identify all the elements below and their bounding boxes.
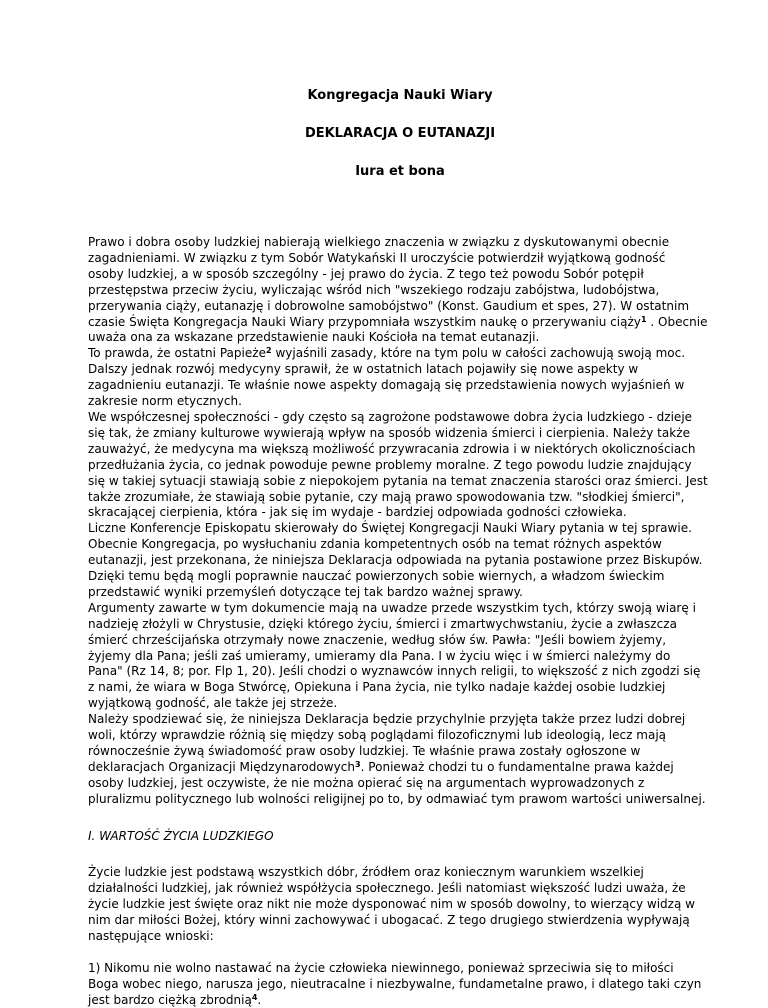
text-line: zagadnieniu eutanazji. Te właśnie nowe aspekty domagają się przedstawienia nowych wyjaśnień w [88, 378, 685, 393]
text-line: zauważyć, że medycyna ma większą możliwość przywracania zdrowia i w niektórych okolicznościach [88, 441, 696, 456]
document-subtitle: Iura et bona [355, 164, 445, 179]
text-line: Pana" (Rz 14, 8; por. Flp 1, 20). Jeśli chodzi o wyznawców innych religii, to większość z nich zgodzi się [88, 664, 701, 679]
text-line: osoby ludzkiej, a w sposób szczególny - jej prawo do życia. Z tego też powodu Sobór potępił [88, 266, 644, 281]
numbered-paragraph [88, 960, 712, 1008]
text-line: z nami, że wiara w Boga Stwórcę, Opiekuna i Pana życia, nie tylko nadaje każdej osobie ludzkiej [88, 680, 666, 695]
text-line: Obecnie Kongregacja, po wysłuchaniu zdania kompetentnych osób na temat różnych aspektów [88, 537, 662, 552]
text-line: Boga wobec niego, narusza jego, nieutracalne i niezbywalne, fundametalne prawo, i dlatego taki czyn [88, 976, 702, 991]
text-line: Należy spodziewać się, że niniejsza Deklaracja będzie przychylnie przyjęta także przez ludzi dobrej [88, 712, 686, 727]
text-line: przedstawić wyniki przemyśleń dotyczące tej tak bardzo ważnej sprawy. [88, 584, 523, 599]
section-paragraph [88, 864, 712, 944]
text-line: woli, którzy wprawdzie różnią się między sobą poglądami filozoficznymi lub ideologią, lecz mają [88, 728, 667, 743]
text-line: żyjemy dla Pana; jeśli zaś umieramy, umieramy dla Pana. I w życiu więc i w śmierci należymy do [88, 648, 671, 663]
text-line [88, 346, 712, 362]
text-line: Dzięki temu będą mogli poprawnie nauczać powierzonych sobie wiernych, a władzom świeckim [88, 569, 665, 584]
introduction-text [88, 235, 712, 808]
text-line: się w takiej sytuacji stawiają sobie z niepokojem pytania na temat znaczenia starości oraz śmierci. Jest [88, 473, 708, 488]
congregation-title: Kongregacja Nauki Wiary [307, 88, 493, 103]
text-segment: deklaracjach Organizacji Międzynarodowych [88, 759, 355, 774]
text-line [88, 315, 712, 331]
text-line: równocześnie żywą świadomość praw osoby ludzkiej. Te właśnie prawa zostały ogłoszone w [88, 744, 641, 758]
text-line: Prawo i dobra osoby ludzkiej nabierają wielkiego znaczenia w związku z dyskutowanymi obecnie [88, 235, 670, 249]
text-segment: czasie Święta Kongregacja Nauki Wiary przypomniała wszystkim naukę o przerywaniu ciąży [88, 314, 641, 329]
text-line: wyjątkową godność, ale także jej strzeże. [88, 696, 338, 711]
text-segment: . Obecnie [646, 314, 708, 329]
text-line: Dalszy jednak rozwój medycyny sprawił, że w ostatnich latach pojawiły się nowe aspekty w [88, 362, 639, 377]
footnote-ref-3[interactable]: 3 [355, 759, 361, 769]
text-line: uważa ona za wskazane przedstawienie nauki Kościoła na temat eutanazji. [88, 330, 540, 345]
text-line: zakresie norm etycznych. [88, 394, 242, 409]
text-segment: . Ponieważ chodzi tu o fundamentalne prawa każdej [360, 759, 674, 774]
footnote-ref-4[interactable]: 4 [251, 992, 258, 1002]
text-line: 1) Nikomu nie wolno nastawać na życie człowieka niewinnego, ponieważ sprzeciwia się to miłości [88, 960, 674, 975]
text-line [88, 760, 712, 776]
text-line [88, 992, 712, 1008]
text-line: pluralizmu politycznego lub wolności religijnej po to, by odmawiać tym prawom wartości uniwersalnej. [88, 791, 706, 806]
text-line: przestępstwa przeciw życiu, wyliczając wśród nich "wszekiego rodzaju zabójstwa, ludobójstwa, [88, 282, 660, 297]
declaration-title: DEKLARACJA O EUTANAZJI [304, 126, 496, 141]
text-line: działalności ludzkiej, jak również współżycia społecznego. Jeśli natomiast większość ludzi uważa, że [88, 880, 686, 895]
text-line: nim dar miłości Bożej, który winni zachowywać i ubogacać. Z tego drugiego stwierdzenia wypływają [88, 912, 690, 927]
text-segment: wyjaśnili zasady, które na tym polu w całości zachowują swoją moc. [271, 346, 686, 361]
text-line: następujące wnioski: [88, 928, 214, 943]
text-line: nadzieję złożyli w Chrystusie, dzięki którego życiu, śmierci i zmartwychwstaniu, życie a zwłaszcza [88, 616, 677, 631]
text-segment: . [257, 992, 262, 1007]
footnote-ref-1[interactable]: 1 [640, 314, 647, 324]
text-line: także zrozumiałe, że stawiają sobie pytanie, czy mają prawo spowodowania tzw. "słodkiej śmierci", [88, 489, 685, 504]
footnote-ref-2[interactable]: 2 [266, 346, 272, 356]
text-segment: To prawda, że ostatni Papieże [88, 346, 267, 361]
text-segment: jest bardzo ciężką zbrodnią [88, 992, 252, 1007]
text-line: Argumenty zawarte w tym dokumencie mają na uwadze przede wszystkim tych, którzy swoją wiarę i [88, 600, 696, 615]
text-line: skracającej cierpienia, która - jak się im wydaje - bardziej odpowiada godności człowieka. [88, 505, 627, 520]
text-line: osoby ludzkiej, jest oczywiste, że nie można opierać się na argumentach wyprowadzonych z [88, 775, 645, 790]
text-line: przerywania ciąży, eutanazję i dobrowolne samobójstwo" (Konst. Gaudium et spes, 27). W ostatnim [88, 298, 690, 313]
text-line: zagadnieniami. W związku z tym Sobór Watykański II uroczyście potwierdził wyjątkową godność [88, 250, 666, 265]
text-line: przedłużania życia, co jednak powoduje pewne problemy moralne. Z tego powodu ludzie znajdujący [88, 457, 692, 472]
text-line: się tak, że zmiany kulturowe wywierają wpływ na sposób widzenia śmierci i cierpienia. Należy także [88, 425, 690, 440]
text-line: Życie ludzkie jest podstawą wszystkich dóbr, źródłem oraz koniecznym warunkiem wszelkiej [88, 864, 644, 879]
text-line: We współczesnej społeczności - gdy często są zagrożone podstawowe dobra życia ludzkiego - dzieje [88, 409, 693, 424]
text-line: życie ludzkie jest święte oraz nikt nie może dysponować nim w sposób dowolny, to wierzący widzą w [88, 896, 695, 911]
section-heading: I. WARTOŚĆ ŻYCIA LUDZKIEGO [88, 828, 274, 843]
text-line: eutanazji, jest przekonana, że niniejsza Deklaracja odpowiada na pytania postawione przez Biskupów. [88, 553, 703, 568]
text-line: Liczne Konferencje Episkopatu skierowały do Świętej Kongregacji Nauki Wiary pytania w tej sprawie. [88, 521, 692, 536]
text-line: śmierć chrześcijańska otrzymały nowe znaczenie, według słów św. Pawła: "Jeśli bowiem żyjemy, [88, 632, 667, 647]
